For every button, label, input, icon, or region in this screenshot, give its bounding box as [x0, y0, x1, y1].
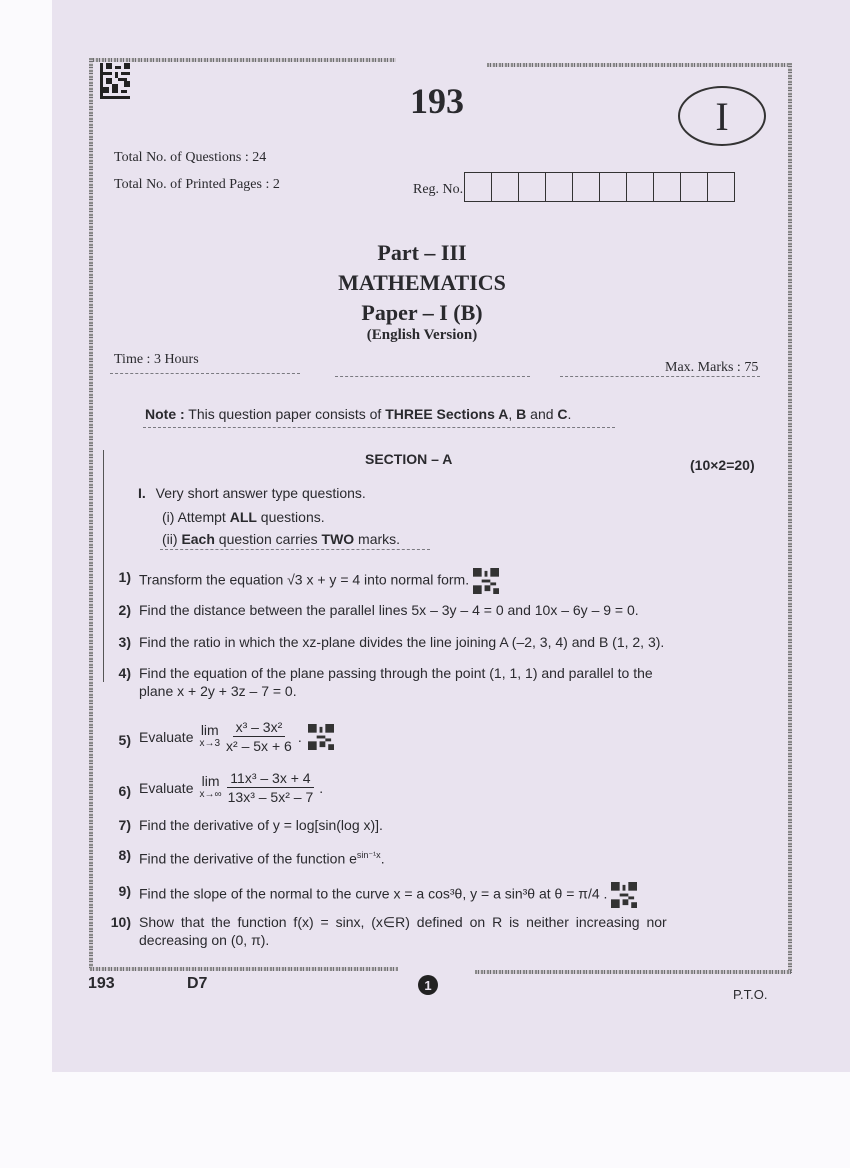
note-prefix: Note : — [145, 406, 185, 422]
datamatrix-code-icon — [100, 62, 130, 100]
microtext-border-bottom-right — [475, 970, 791, 974]
question-text: Evaluate lim x→∞ $\frac{\text{11x³ – 3x + 4}}{\text{13x³ – 5x² – 7}}$ . — [139, 770, 324, 805]
reg-no-box[interactable] — [627, 173, 654, 201]
question-number: 3) — [118, 634, 131, 650]
numerator: 11x³ – 3x + 4 — [227, 769, 313, 788]
reg-no-box[interactable] — [654, 173, 681, 201]
note — [145, 406, 571, 422]
reg-no-box[interactable] — [465, 173, 492, 201]
instruction-text: questions. — [256, 509, 325, 525]
reg-no-box[interactable] — [708, 173, 734, 201]
question-body: Evaluate — [139, 779, 194, 796]
question-4 — [105, 664, 745, 704]
divider — [560, 376, 760, 378]
question-text: Find the distance between the parallel lines 5x – 3y – 4 = 0 and 10x – 6y – 9 = 0. — [139, 602, 639, 618]
version-mark — [678, 86, 766, 146]
question-text: Evaluate lim x→3 $\frac{\text{x³ – 3x²}}{\text{x² – 5x + 6}}$ . — [139, 718, 334, 755]
instruction-num: (i) — [162, 509, 175, 525]
subject-title: MATHEMATICS — [338, 270, 506, 295]
page-number — [418, 975, 438, 995]
question-text-line2: decreasing on (0, π). — [139, 932, 270, 948]
qr-code-icon — [611, 882, 637, 908]
question-text: Show that the function f(x) = sinx, (x∈R) defined on R is neither increasing nor — [139, 914, 667, 930]
microtext-border-top-left — [90, 58, 396, 62]
group-text: Very short answer type questions. — [155, 485, 366, 501]
note-bold: B — [516, 406, 527, 422]
footer-series: D7 — [187, 975, 208, 992]
note-text: This question paper consists of — [184, 406, 386, 422]
divider — [335, 376, 530, 378]
question-text-line2: plane x + 2y + 3z – 7 = 0. — [139, 683, 297, 699]
lim-word: lim — [200, 721, 219, 738]
note-text: . — [567, 406, 572, 422]
note-text: and — [526, 406, 558, 422]
question-text: Find the ratio in which the xz-plane divides the line joining A (–2, 3, 4) and B (1, 2, 3). — [139, 634, 665, 650]
exam-time: Time : 3 Hours — [114, 352, 199, 367]
question-10 — [105, 913, 745, 953]
question-number: 8) — [118, 847, 131, 863]
question-number: 2) — [118, 602, 131, 618]
reg-no-box[interactable] — [573, 173, 600, 201]
microtext-border-bottom-left — [90, 967, 398, 971]
limit-operator — [199, 723, 220, 751]
question-number: 1) — [118, 569, 131, 585]
margin-line — [103, 450, 104, 682]
total-questions: Total No. of Questions : 24 — [114, 150, 267, 165]
instruction-text: question carries — [214, 531, 322, 547]
part-title: Part – III — [377, 240, 467, 265]
paper-code: 193 — [410, 81, 464, 121]
lim-word: lim — [201, 772, 220, 789]
question-body: Find the slope of the normal to the curve x = a cos³θ, y = a sin³θ at θ = π/4 . — [139, 885, 608, 902]
microtext-border-left — [89, 58, 93, 970]
reg-no-box[interactable] — [600, 173, 627, 201]
divider — [110, 373, 300, 375]
page-number-label: 1 — [424, 977, 432, 993]
instruction-item — [162, 509, 325, 525]
qr-code-icon — [473, 568, 499, 594]
note-text: , — [508, 406, 517, 422]
note-underline — [143, 427, 615, 429]
version-title: (English Version) — [366, 327, 478, 343]
question-number: 4) — [118, 665, 131, 681]
question-body: Find the derivative of the function e — [139, 850, 357, 867]
question-suffix: . — [380, 850, 385, 867]
limit-operator — [199, 774, 221, 802]
question-text: Find the equation of the plane passing through the point (1, 1, 1) and parallel to the — [139, 665, 653, 681]
question-text — [139, 882, 637, 908]
reg-no-box[interactable] — [681, 173, 708, 201]
instruction-underline — [160, 549, 430, 551]
instruction-text: Attempt — [177, 509, 230, 525]
reg-no-box[interactable] — [492, 173, 519, 201]
reg-no-label: Reg. No. — [413, 182, 464, 197]
question-number: 10) — [110, 914, 131, 930]
numerator: x³ – 3x² — [233, 718, 286, 737]
lim-subscript: x→3 — [199, 737, 221, 749]
question-number: 5) — [118, 732, 131, 748]
fraction — [223, 718, 295, 755]
instruction-text: marks. — [354, 531, 401, 547]
question-text — [139, 568, 499, 594]
lim-subscript: x→∞ — [199, 788, 222, 800]
note-bold: THREE Sections A — [385, 406, 509, 422]
paper-title: Paper – I (B) — [361, 300, 483, 325]
max-marks: Max. Marks : 75 — [665, 360, 759, 375]
version-mark-label: I — [715, 93, 729, 139]
microtext-border-top-right — [487, 63, 792, 67]
instruction-item — [162, 531, 400, 547]
reg-no-box[interactable] — [546, 173, 573, 201]
exponent: sin⁻¹x — [356, 850, 381, 860]
instruction-bold: TWO — [321, 531, 355, 547]
denominator: 13x³ – 5x² – 7 — [227, 789, 314, 805]
question-number: 7) — [118, 817, 131, 833]
total-pages: Total No. of Printed Pages : 2 — [114, 177, 280, 192]
footer-code: 193 — [88, 975, 115, 992]
instruction-num: (ii) — [162, 531, 178, 547]
section-title: SECTION – A — [365, 451, 453, 467]
question-5 — [105, 718, 745, 762]
question-body: Evaluate — [139, 728, 194, 745]
microtext-border-right — [788, 63, 792, 973]
question-text: Find the derivative of y = log[sin(log x)]. — [139, 817, 383, 833]
pto-label: P.T.O. — [733, 987, 768, 1002]
question-body: Transform the equation √3 x + y = 4 into normal form. — [139, 571, 470, 588]
note-bold: C — [557, 406, 568, 422]
question-number: 6) — [118, 783, 131, 799]
qr-code-icon — [308, 724, 334, 750]
instruction-bold: ALL — [229, 509, 257, 525]
section-marks: (10×2=20) — [690, 457, 755, 473]
fraction — [225, 769, 317, 806]
instruction-bold: Each — [181, 531, 215, 547]
question-number: 9) — [118, 883, 131, 899]
group-label: I. — [138, 485, 146, 501]
question-6 — [105, 769, 745, 813]
reg-no-box[interactable] — [519, 173, 546, 201]
denominator: x² – 5x + 6 — [226, 738, 292, 754]
reg-no-boxes — [464, 172, 735, 202]
question-text — [139, 846, 385, 868]
question-group — [138, 485, 366, 501]
